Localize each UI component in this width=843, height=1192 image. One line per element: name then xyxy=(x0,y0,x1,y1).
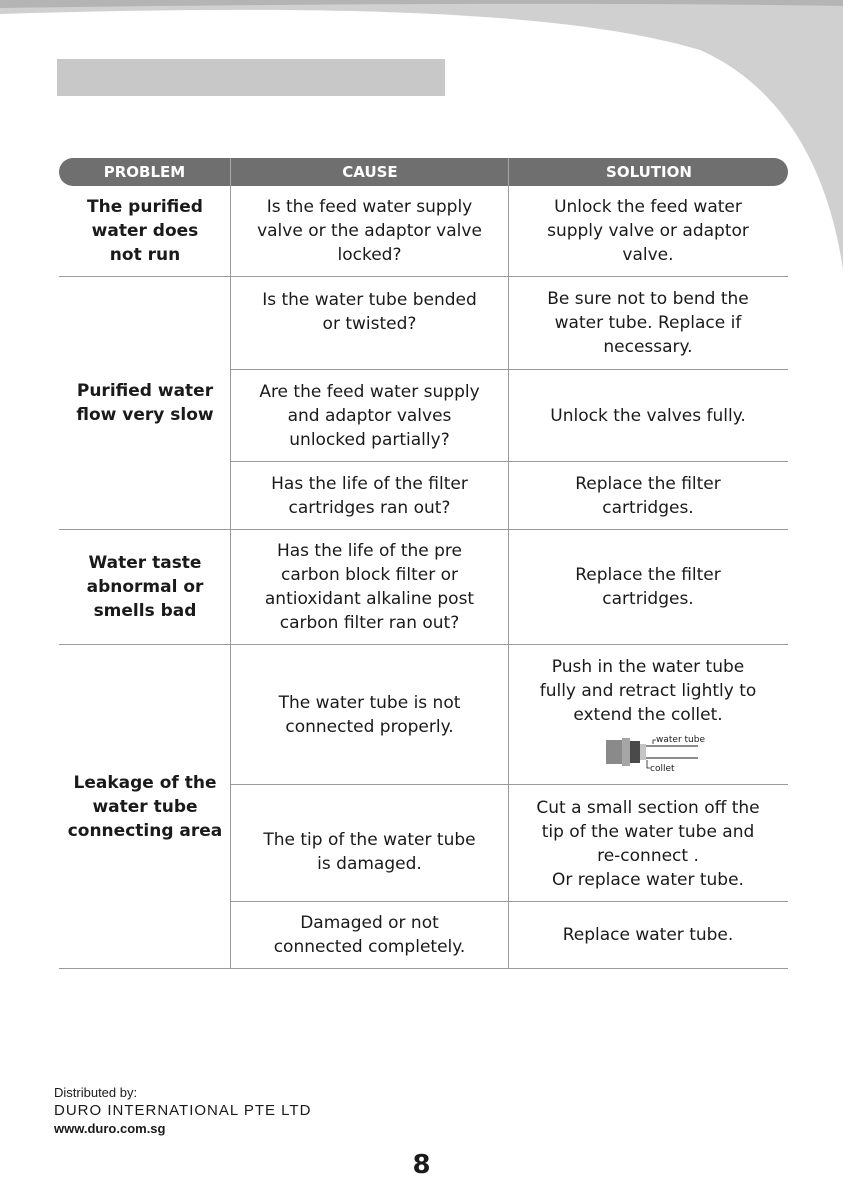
cause-cell: Is the feed water supply valve or the adaptor valve locked? xyxy=(257,197,482,265)
cause-cell: The water tube is not connected properly. xyxy=(278,692,461,737)
cause-cell: Damaged or not connected completely. xyxy=(273,913,466,957)
row-divider xyxy=(230,784,788,785)
company-name: DURO INTERNATIONAL PTE LTD xyxy=(54,1102,312,1119)
row-divider xyxy=(59,968,788,969)
header-solution: SOLUTION xyxy=(508,158,789,186)
section-title-bar xyxy=(57,59,445,96)
header-cause: CAUSE xyxy=(230,158,509,186)
collet-label: collet xyxy=(650,764,675,774)
header-problem: PROBLEM xyxy=(103,163,186,181)
cause-cell: Has the life of the filter cartridges ran out? xyxy=(271,473,468,518)
problem-cell: Leakage of the water tube connecting area xyxy=(67,772,223,841)
website-url: www.duro.com.sg xyxy=(54,1121,166,1136)
solution-cell: Be sure not to bend the water tube. Replace if necessary. xyxy=(547,289,749,357)
solution-cell: Unlock the feed water supply valve or adaptor valve. xyxy=(547,197,749,265)
table-header xyxy=(59,158,788,186)
problem-cell: Water taste abnormal or smells bad xyxy=(86,553,204,621)
problem-cell: The purified water does not run xyxy=(87,197,203,265)
solution-cell: Push in the water tube fully and retract lightly to extend the collet. xyxy=(539,657,757,725)
page-number: 8 xyxy=(412,1150,431,1180)
solution-cell: Replace the filter cartridges. xyxy=(575,565,721,609)
solution-cell: Replace water tube. xyxy=(562,925,734,945)
water-tube-label: water tube xyxy=(656,735,705,745)
cause-cell: The tip of the water tube is damaged. xyxy=(263,830,476,874)
solution-cell: Replace the filter cartridges. xyxy=(575,473,721,518)
solution-cell: Cut a small section off the tip of the water tube and re-connect . Or replace water tube. xyxy=(536,798,760,890)
cause-cell: Are the feed water supply and adaptor valves unlocked partially? xyxy=(259,381,480,450)
collet-diagram xyxy=(600,730,720,776)
problem-cell: Purified water flow very slow xyxy=(76,381,214,425)
solution-cell: Unlock the valves fully. xyxy=(550,405,746,426)
distributed-by-label: Distributed by: xyxy=(54,1085,138,1100)
cause-cell: Is the water tube bended or twisted? xyxy=(262,290,477,334)
cause-cell: Has the life of the pre carbon block filter or antioxidant alkaline post carbon filter ran out? xyxy=(264,541,475,633)
column-divider xyxy=(230,186,231,969)
